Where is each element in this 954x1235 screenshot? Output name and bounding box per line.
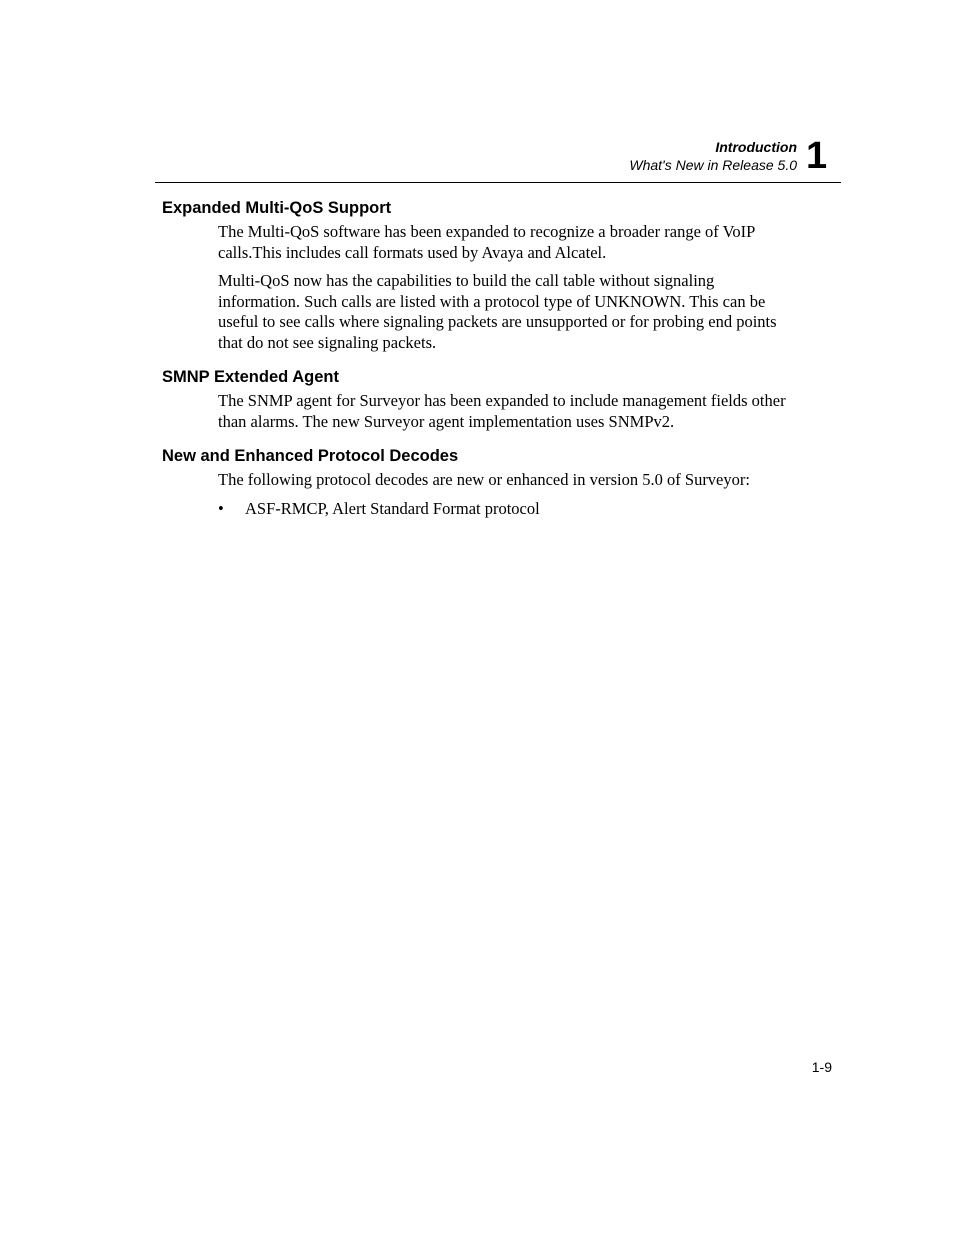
bullet-list bbox=[218, 499, 802, 520]
section-snmp-agent bbox=[162, 367, 802, 432]
page-content bbox=[162, 198, 802, 519]
section-heading: Expanded Multi-QoS Support bbox=[162, 199, 392, 217]
section-heading: New and Enhanced Protocol Decodes bbox=[162, 447, 459, 465]
list-item-text: ASF-RMCP, Alert Standard Format protocol bbox=[245, 498, 540, 518]
header-chapter-title: Introduction bbox=[715, 139, 797, 155]
paragraph: The SNMP agent for Surveyor has been expanded to include management fields other than alarms. The new Surveyor agent implementation uses SNMPv2. bbox=[218, 391, 786, 431]
header-rule bbox=[155, 182, 841, 183]
section-heading: SMNP Extended Agent bbox=[162, 368, 339, 386]
chapter-number: 1 bbox=[806, 135, 828, 177]
bullet-icon: • bbox=[218, 498, 224, 518]
section-protocol-decodes bbox=[162, 446, 802, 519]
running-header bbox=[629, 138, 797, 174]
paragraph: The Multi-QoS software has been expanded to recognize a broader range of VoIP calls.This includes call formats used by Avaya and Alcatel. bbox=[218, 222, 755, 262]
section-multi-qos bbox=[162, 198, 802, 353]
page-number: 1-9 bbox=[811, 1059, 832, 1075]
list-item bbox=[218, 499, 802, 520]
paragraph: The following protocol decodes are new or enhanced in version 5.0 of Surveyor: bbox=[218, 470, 750, 489]
paragraph: Multi-QoS now has the capabilities to build the call table without signaling information. Such calls are listed with a protocol type of UNKNOWN. This can be useful to see calls where signaling packets are unsupported or for probing end points that do not see signaling packets. bbox=[218, 271, 777, 352]
header-section-title: What's New in Release 5.0 bbox=[629, 157, 797, 173]
